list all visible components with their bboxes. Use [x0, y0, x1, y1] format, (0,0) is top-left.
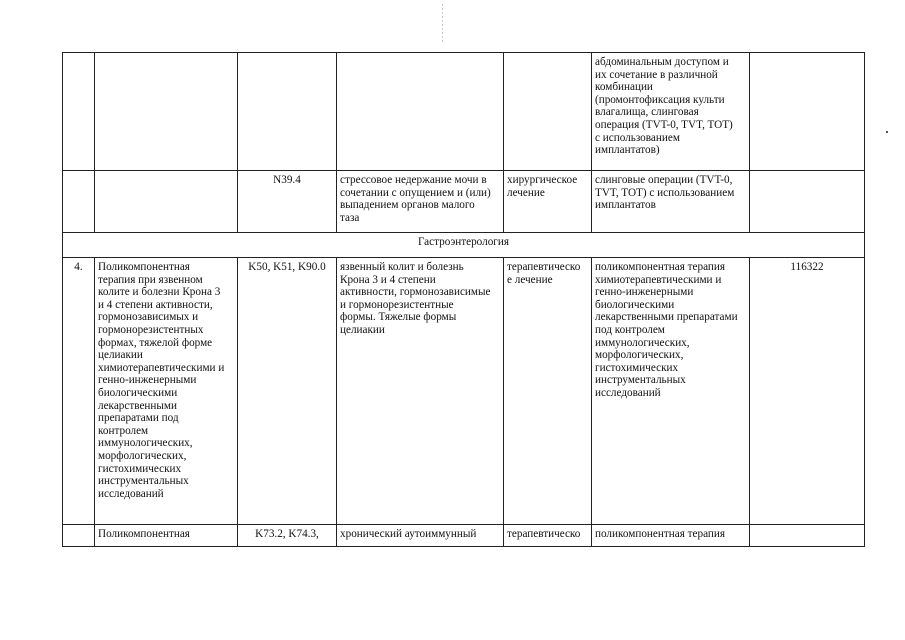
- cell-code: K50, K51, K90.0: [238, 258, 337, 525]
- section-title: Гастроэнтерология: [63, 233, 865, 258]
- cell-method: поликомпонентная терапия: [592, 525, 750, 547]
- cell-num: [63, 53, 95, 171]
- cell-treatment: терапевтическо: [504, 525, 592, 547]
- cell-num: [63, 525, 95, 547]
- cell-name: [95, 53, 238, 171]
- cell-treatment: хирургическое лечение: [504, 171, 592, 233]
- cell-cost: [750, 525, 865, 547]
- cell-method: слинговые операции (TVT-0, TVT, TOT) с использованием имплантатов: [592, 171, 750, 233]
- table-row: [63, 53, 865, 171]
- cell-name: Поликомпонентная: [95, 525, 238, 547]
- cell-cost: 116322: [750, 258, 865, 525]
- cell-name: [95, 171, 238, 233]
- cell-method: поликомпонентная терапия химиотерапевтическими и генно-инженерными биологическими лекарственными препаратами под контролем иммунологических, морфологических, гистохимических инструментальных исследований: [592, 258, 750, 525]
- scan-fold-mark: [442, 4, 443, 44]
- cell-code: K73.2, K74.3,: [238, 525, 337, 547]
- cell-treatment: [504, 53, 592, 171]
- cell-model: стрессовое недержание мочи в сочетании с опущением и (или) выпадением органов малого таза: [337, 171, 504, 233]
- cell-model: хронический аутоиммунный: [337, 525, 504, 547]
- table-row: [63, 258, 865, 525]
- cell-code: [238, 53, 337, 171]
- cell-cost: [750, 171, 865, 233]
- cell-model: [337, 53, 504, 171]
- cell-num: 4.: [63, 258, 95, 525]
- cell-treatment: терапевтическо е лечение: [504, 258, 592, 525]
- table-row: [63, 171, 865, 233]
- cell-cost: [750, 53, 865, 171]
- cell-model: язвенный колит и болезнь Крона 3 и 4 степени активности, гормонозависимые и гормонорезистентные формы. Тяжелые формы целиакии: [337, 258, 504, 525]
- cell-code: N39.4: [238, 171, 337, 233]
- table-row: [63, 525, 865, 547]
- scan-speck: [886, 131, 888, 133]
- cell-name: Поликомпонентная терапия при язвенном колите и болезни Крона 3 и 4 степени активности, гормонозависимых и гормонорезистентных формах, тяжелой форме целиакии химиотерапевтическими и генно-инженерными биологическими лекарственными препаратами под контролем иммунологических, морфологических, гистохимических инструментальных исследований: [95, 258, 238, 525]
- cell-method: абдоминальным доступом и их сочетание в различной комбинации (промонтофиксация культи влагалища, слинговая операция (TVT-0, TVT, TOT) с использованием имплантатов): [592, 53, 750, 171]
- medical-care-table: [62, 52, 865, 547]
- cell-num: [63, 171, 95, 233]
- section-row: [63, 233, 865, 258]
